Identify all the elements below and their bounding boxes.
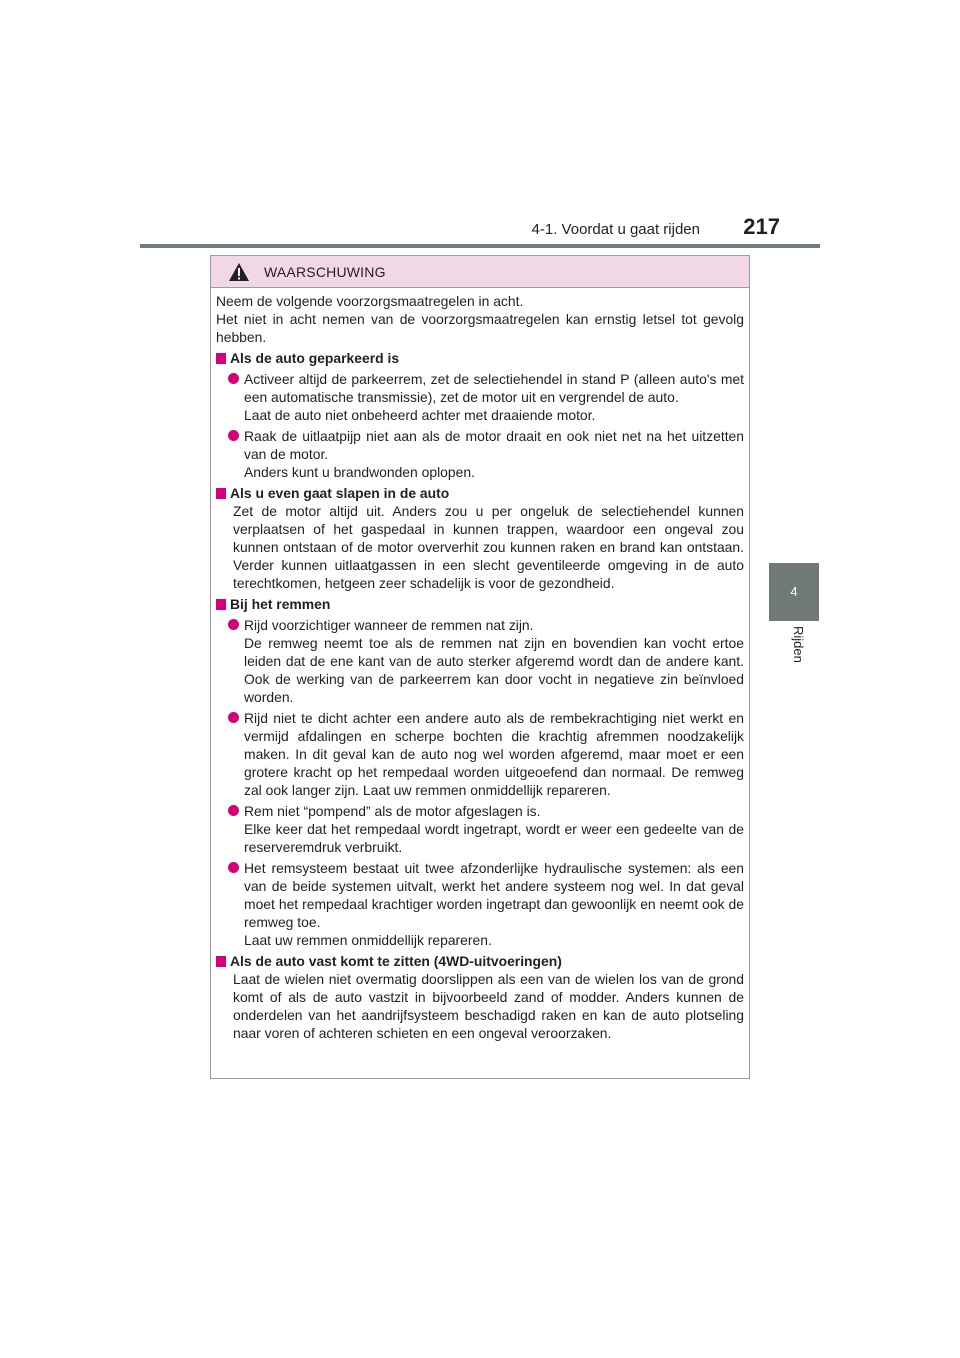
bullet-main: Rijd voorzichtiger wanneer de remmen nat zijn. xyxy=(244,617,534,633)
running-header-title: 4-1. Voordat u gaat rijden xyxy=(531,221,700,238)
section-heading xyxy=(216,952,744,970)
section-heading xyxy=(216,484,744,502)
header-rule xyxy=(140,244,820,248)
list-item xyxy=(216,427,744,481)
round-bullet-icon xyxy=(228,805,239,816)
round-bullet-icon xyxy=(228,862,239,873)
section-text: Zet de motor altijd uit. Anders zou u per ongeluk de selectiehendel kunnen verplaatsen of het gaspedaal in kunnen trappen, waardoor een ongeval zou kunnen ontstaan of de motor oververhit zou kunnen raken en brand kan ontstaan. Verder kunnen uitlaatgassen in een slecht geventileerde omgeving in de auto terechtkomen, hetgeen zeer schadelijk is voor de gezondheid. xyxy=(233,503,744,591)
bullet-text xyxy=(244,616,744,706)
list-item xyxy=(216,709,744,799)
warning-header xyxy=(211,256,749,288)
round-bullet-icon xyxy=(228,373,239,384)
section-title: Als u even gaat slapen in de auto xyxy=(230,485,450,501)
section-sleeping xyxy=(216,484,744,592)
bullet-text xyxy=(244,709,744,799)
bullet-extra: De remweg neemt toe als de remmen nat zijn en bovendien kan vocht ertoe leiden dat de ene kant van de auto sterker afgeremd wordt dan de andere kant. Ook de werking van de parkeerrem kan door vocht in negatieve zin beïnvloed worden. xyxy=(244,635,744,705)
square-bullet-icon xyxy=(216,353,226,364)
list-item xyxy=(216,616,744,706)
square-bullet-icon xyxy=(216,956,226,967)
bullet-extra: Laat uw remmen onmiddellijk repareren. xyxy=(244,932,492,948)
section-stuck xyxy=(216,952,744,1042)
round-bullet-icon xyxy=(228,712,239,723)
section-title: Als de auto geparkeerd is xyxy=(230,350,400,366)
bullet-main: Rijd niet te dicht achter een andere auto als de rembekrachtiging niet werkt en vermijd afdalingen en scherpe bochten die krachtig afremmen noodzakelijk maken. In dit geval kan de auto nog wel worden afgeremd, maar moet er een grotere kracht op het rempedaal worden uitgeoefend dan normaal. De remweg zal ook langer zijn. Laat uw remmen onmiddellijk repareren. xyxy=(244,710,744,798)
bullet-main: Rem niet “pompend” als de motor afgeslagen is. xyxy=(244,803,541,819)
bullet-text xyxy=(244,802,744,856)
bullet-text xyxy=(244,859,744,949)
bullet-main: Raak de uitlaatpijp niet aan als de motor draait en ook niet net na het uitzetten van de motor. xyxy=(244,428,744,462)
section-heading xyxy=(216,595,744,613)
round-bullet-icon xyxy=(228,430,239,441)
intro-line: Neem de volgende voorzorgsmaatregelen in acht. xyxy=(216,293,524,309)
square-bullet-icon xyxy=(216,488,226,499)
section-braking xyxy=(216,595,744,949)
page-number: 217 xyxy=(743,214,780,239)
warning-triangle-icon xyxy=(228,262,250,282)
bullet-main: Het remsysteem bestaat uit twee afzonderlijke hydraulische systemen: als een van de beide systemen uitvalt, werkt het andere systeem nog wel. In dat geval moet het rempedaal krachtiger worden ingetrapt dan gewoonlijk en neemt ook de remweg toe. xyxy=(244,860,744,930)
section-title: Bij het remmen xyxy=(230,596,331,612)
section-heading xyxy=(216,349,744,367)
list-item xyxy=(216,859,744,949)
section-parked xyxy=(216,349,744,481)
warning-box xyxy=(210,255,750,1079)
intro-line: Het niet in acht nemen van de voorzorgsmaatregelen kan ernstig letsel tot gevolg hebben. xyxy=(216,311,744,345)
list-item xyxy=(216,802,744,856)
bullet-main: Activeer altijd de parkeerrem, zet de selectiehendel in stand P (alleen auto's met een automatische transmissie), zet de motor uit en vergrendel de auto. xyxy=(244,371,744,405)
bullet-text xyxy=(244,370,744,424)
chapter-label: Rijden xyxy=(791,626,806,663)
warning-body xyxy=(211,288,749,1042)
section-text: Laat de wielen niet overmatig doorslippen als een van de wielen los van de grond komt of als de auto vastzit in bijvoorbeeld zand of modder. Anders kunnen de onderdelen van het aandrijfsysteem beschadigd raken en kan de auto plotseling naar voren of achteren schieten en een ongeval veroorzaken. xyxy=(233,971,744,1041)
square-bullet-icon xyxy=(216,599,226,610)
bullet-extra: Elke keer dat het rempedaal wordt ingetrapt, wordt er weer een gedeelte van de reserveremdruk verbruikt. xyxy=(244,821,744,855)
warning-title: WAARSCHUWING xyxy=(264,263,386,280)
bullet-extra: Laat de auto niet onbeheerd achter met draaiende motor. xyxy=(244,407,596,423)
bullet-extra: Anders kunt u brandwonden oplopen. xyxy=(244,464,475,480)
section-title: Als de auto vast komt te zitten (4WD-uitvoeringen) xyxy=(230,953,562,969)
round-bullet-icon xyxy=(228,619,239,630)
chapter-tab: 4 xyxy=(769,563,819,621)
bullet-text xyxy=(244,427,744,481)
list-item xyxy=(216,370,744,424)
